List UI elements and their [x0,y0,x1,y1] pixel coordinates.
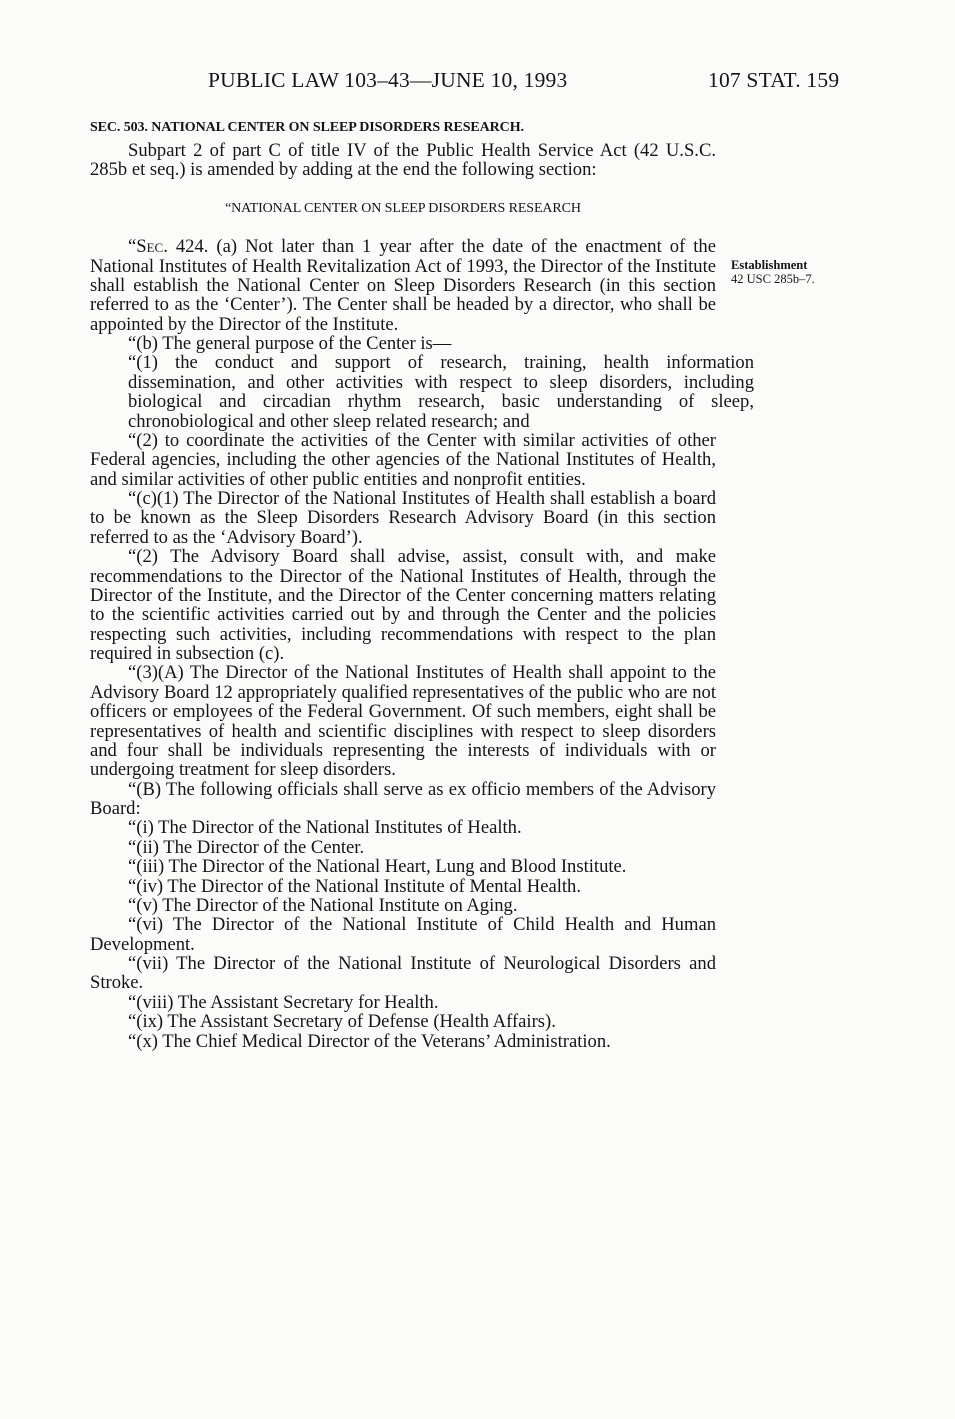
margin-note [731,258,861,286]
inserted-section-title: “NATIONAL CENTER ON SLEEP DISORDERS RESEARCH [225,200,581,216]
page-number: 107 STAT. 159 [708,68,840,92]
paragraph-b1-text: “(1) the conduct and support of research, training, health information dissemination, and other activities with respect to sleep disorders, including biological and circadian rhythm research, basic understanding of sleep, chronobiological and other sleep related research; and [128,352,754,432]
section-heading: SEC. 503. NATIONAL CENTER ON SLEEP DISORDERS RESEARCH. [90,120,524,135]
ex-officio-item: “(ix) The Assistant Secretary of Defense (Health Affairs). [128,1011,556,1033]
ex-officio-item: “(vii) The Director of the National Institute of Neurological Disorders and Stroke. [90,953,716,994]
paragraph-a [90,237,716,334]
paragraph-b1 [90,352,754,432]
intro-paragraph: Subpart 2 of part C of title IV of the Public Health Service Act (42 U.S.C. 285b et seq.) is amended by adding at the end the following section: [90,140,716,181]
paragraph-c2: “(2) The Advisory Board shall advise, assist, consult with, and make recommendations to the Director of the National Institutes of Health, through the Director of the Institute, and the Director of the Center concerning matters relating to the scientific activities carried out by and through the Center and the policies respecting such activities, including recommendations with respect to the plan required in subsection (c). [90,546,716,664]
ex-officio-item: “(iv) The Director of the National Institute of Mental Health. [128,875,581,897]
paragraph-c1: “(c)(1) The Director of the National Institutes of Health shall establish a board to be known as the Sleep Disorders Research Advisory Board (in this section referred to as the ‘Advisory Board’). [90,488,716,548]
paragraph-c3a: “(3)(A) The Director of the National Institutes of Health shall appoint to the Advisory Board 12 appropriately qualified representatives of the public who are not officers or employees of the Federal Government. Of such members, eight shall be representatives of health and scientific disciplines with respect to sleep disorders and four shall be individuals representing the interests of individuals with or undergoing treatment for sleep disorders. [90,662,716,781]
margin-note-label: Establishment [731,258,808,272]
ex-officio-item: “(vi) The Director of the National Institute of Child Health and Human Development. [90,914,716,955]
running-title: PUBLIC LAW 103–43—JUNE 10, 1993 [208,68,568,92]
ex-officio-item: “(x) The Chief Medical Director of the Veterans’ Administration. [128,1030,611,1052]
ex-officio-item: “(v) The Director of the National Institute on Aging. [128,894,518,916]
ex-officio-list [90,818,716,1051]
sec-label: “Sec. [128,236,168,258]
margin-note-citation: 42 USC 285b–7. [731,272,815,286]
paragraph-b: “(b) The general purpose of the Center is— [128,333,452,354]
paragraph-a-text: 424. (a) Not later than 1 year after the date of the enactment of the National Institutes of Health Revitalization Act of 1993, the Director of the Institute shall establish the National Center on Sleep Disorders Research (in this section referred to as the ‘Center’). The Center shall be headed by a director, who shall be appointed by the Director of the Institute. [90,236,716,335]
document-body [90,140,754,1052]
ex-officio-item: “(viii) The Assistant Secretary for Health. [128,991,439,1013]
paragraph-c3b: “(B) The following officials shall serve as ex officio members of the Advisory Board: [90,778,716,819]
ex-officio-item: “(i) The Director of the National Institutes of Health. [128,817,522,839]
paragraph-b2: “(2) to coordinate the activities of the Center with similar activities of other Federal agencies, including the other agencies of the National Institutes of Health, and similar activities of other public entities and nonprofit entities. [90,429,716,490]
ex-officio-item: “(ii) The Director of the Center. [128,836,365,858]
ex-officio-item: “(iii) The Director of the National Heart, Lung and Blood Institute. [128,856,627,878]
